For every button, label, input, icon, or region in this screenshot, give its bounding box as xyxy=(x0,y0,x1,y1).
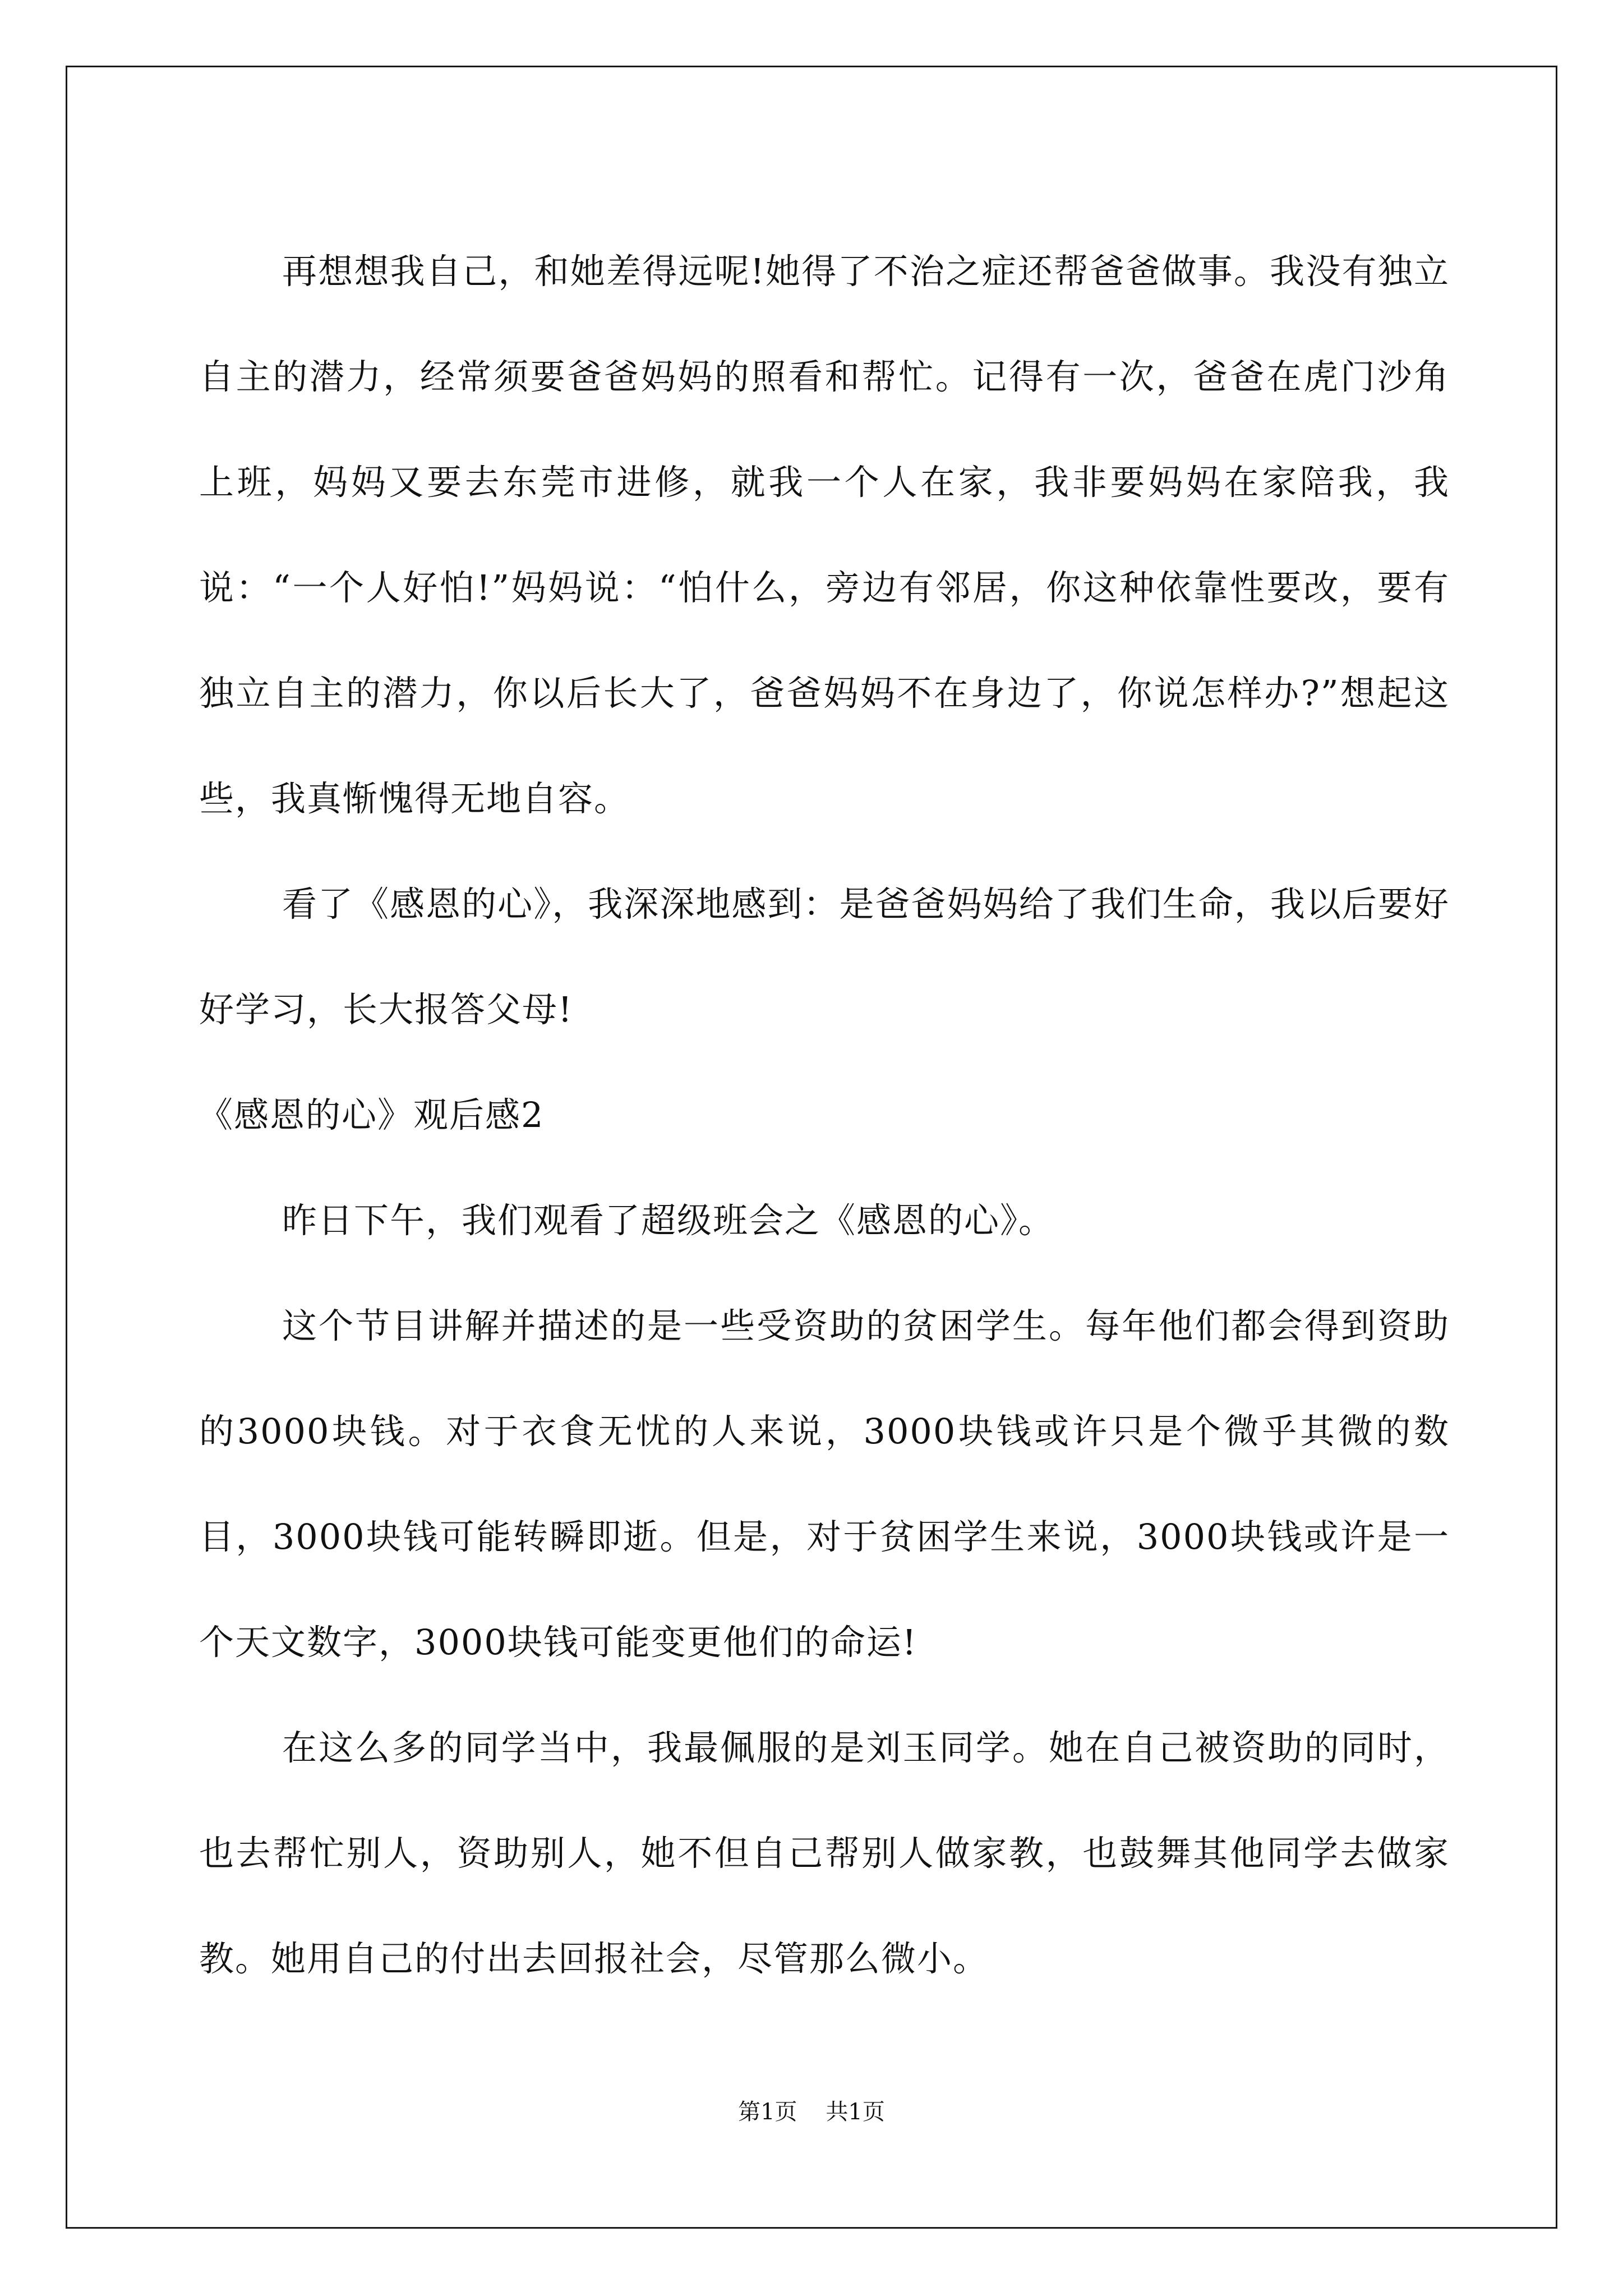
document-body xyxy=(199,219,1450,2012)
paragraph: 再想想我自己，和她差得远呢!她得了不治之症还帮爸爸做事。我没有独立自主的潜力，经常须要爸爸妈妈的照看和帮忙。记得有一次，爸爸在虎门沙角上班，妈妈又要去东莞市进修，就我一个人在家，我非要妈妈在家陪我，我说：“一个人好怕!”妈妈说：“怕什么，旁边有邻居，你这种依靠性要改，要有独立自主的潜力，你以后长大了，爸爸妈妈不在身边了，你说怎样办?”想起这些，我真惭愧得无地自容。 xyxy=(199,251,1450,819)
paragraph: 看了《感恩的心》，我深深地感到：是爸爸妈妈给了我们生命，我以后要好好学习，长大报答父母! xyxy=(199,884,1450,1030)
paragraph: 这个节目讲解并描述的是一些受资助的贫困学生。每年他们都会得到资助的3000块钱。对于衣食无忧的人来说，3000块钱或许只是个微乎其微的数目，3000块钱可能转瞬即逝。但是，对于贫困学生来说，3000块钱或许是一个天文数字，3000块钱可能变更他们的命运! xyxy=(199,1305,1450,1663)
paragraph: 昨日下午，我们观看了超级班会之《感恩的心》。 xyxy=(282,1200,1055,1241)
section-heading: 《感恩的心》观后感2 xyxy=(198,1094,545,1135)
page-footer xyxy=(0,2095,1623,2129)
paragraph: 在这么多的同学当中，我最佩服的是刘玉同学。她在自己被资助的同时，也去帮忙别人，资助别人，她不但自己帮别人做家教，也鼓舞其他同学去做家教。她用自己的付出去回报社会，尽管那么微小。 xyxy=(199,1727,1450,1979)
page-number: 第1页 xyxy=(738,2099,797,2125)
page-total: 共1页 xyxy=(826,2099,885,2125)
